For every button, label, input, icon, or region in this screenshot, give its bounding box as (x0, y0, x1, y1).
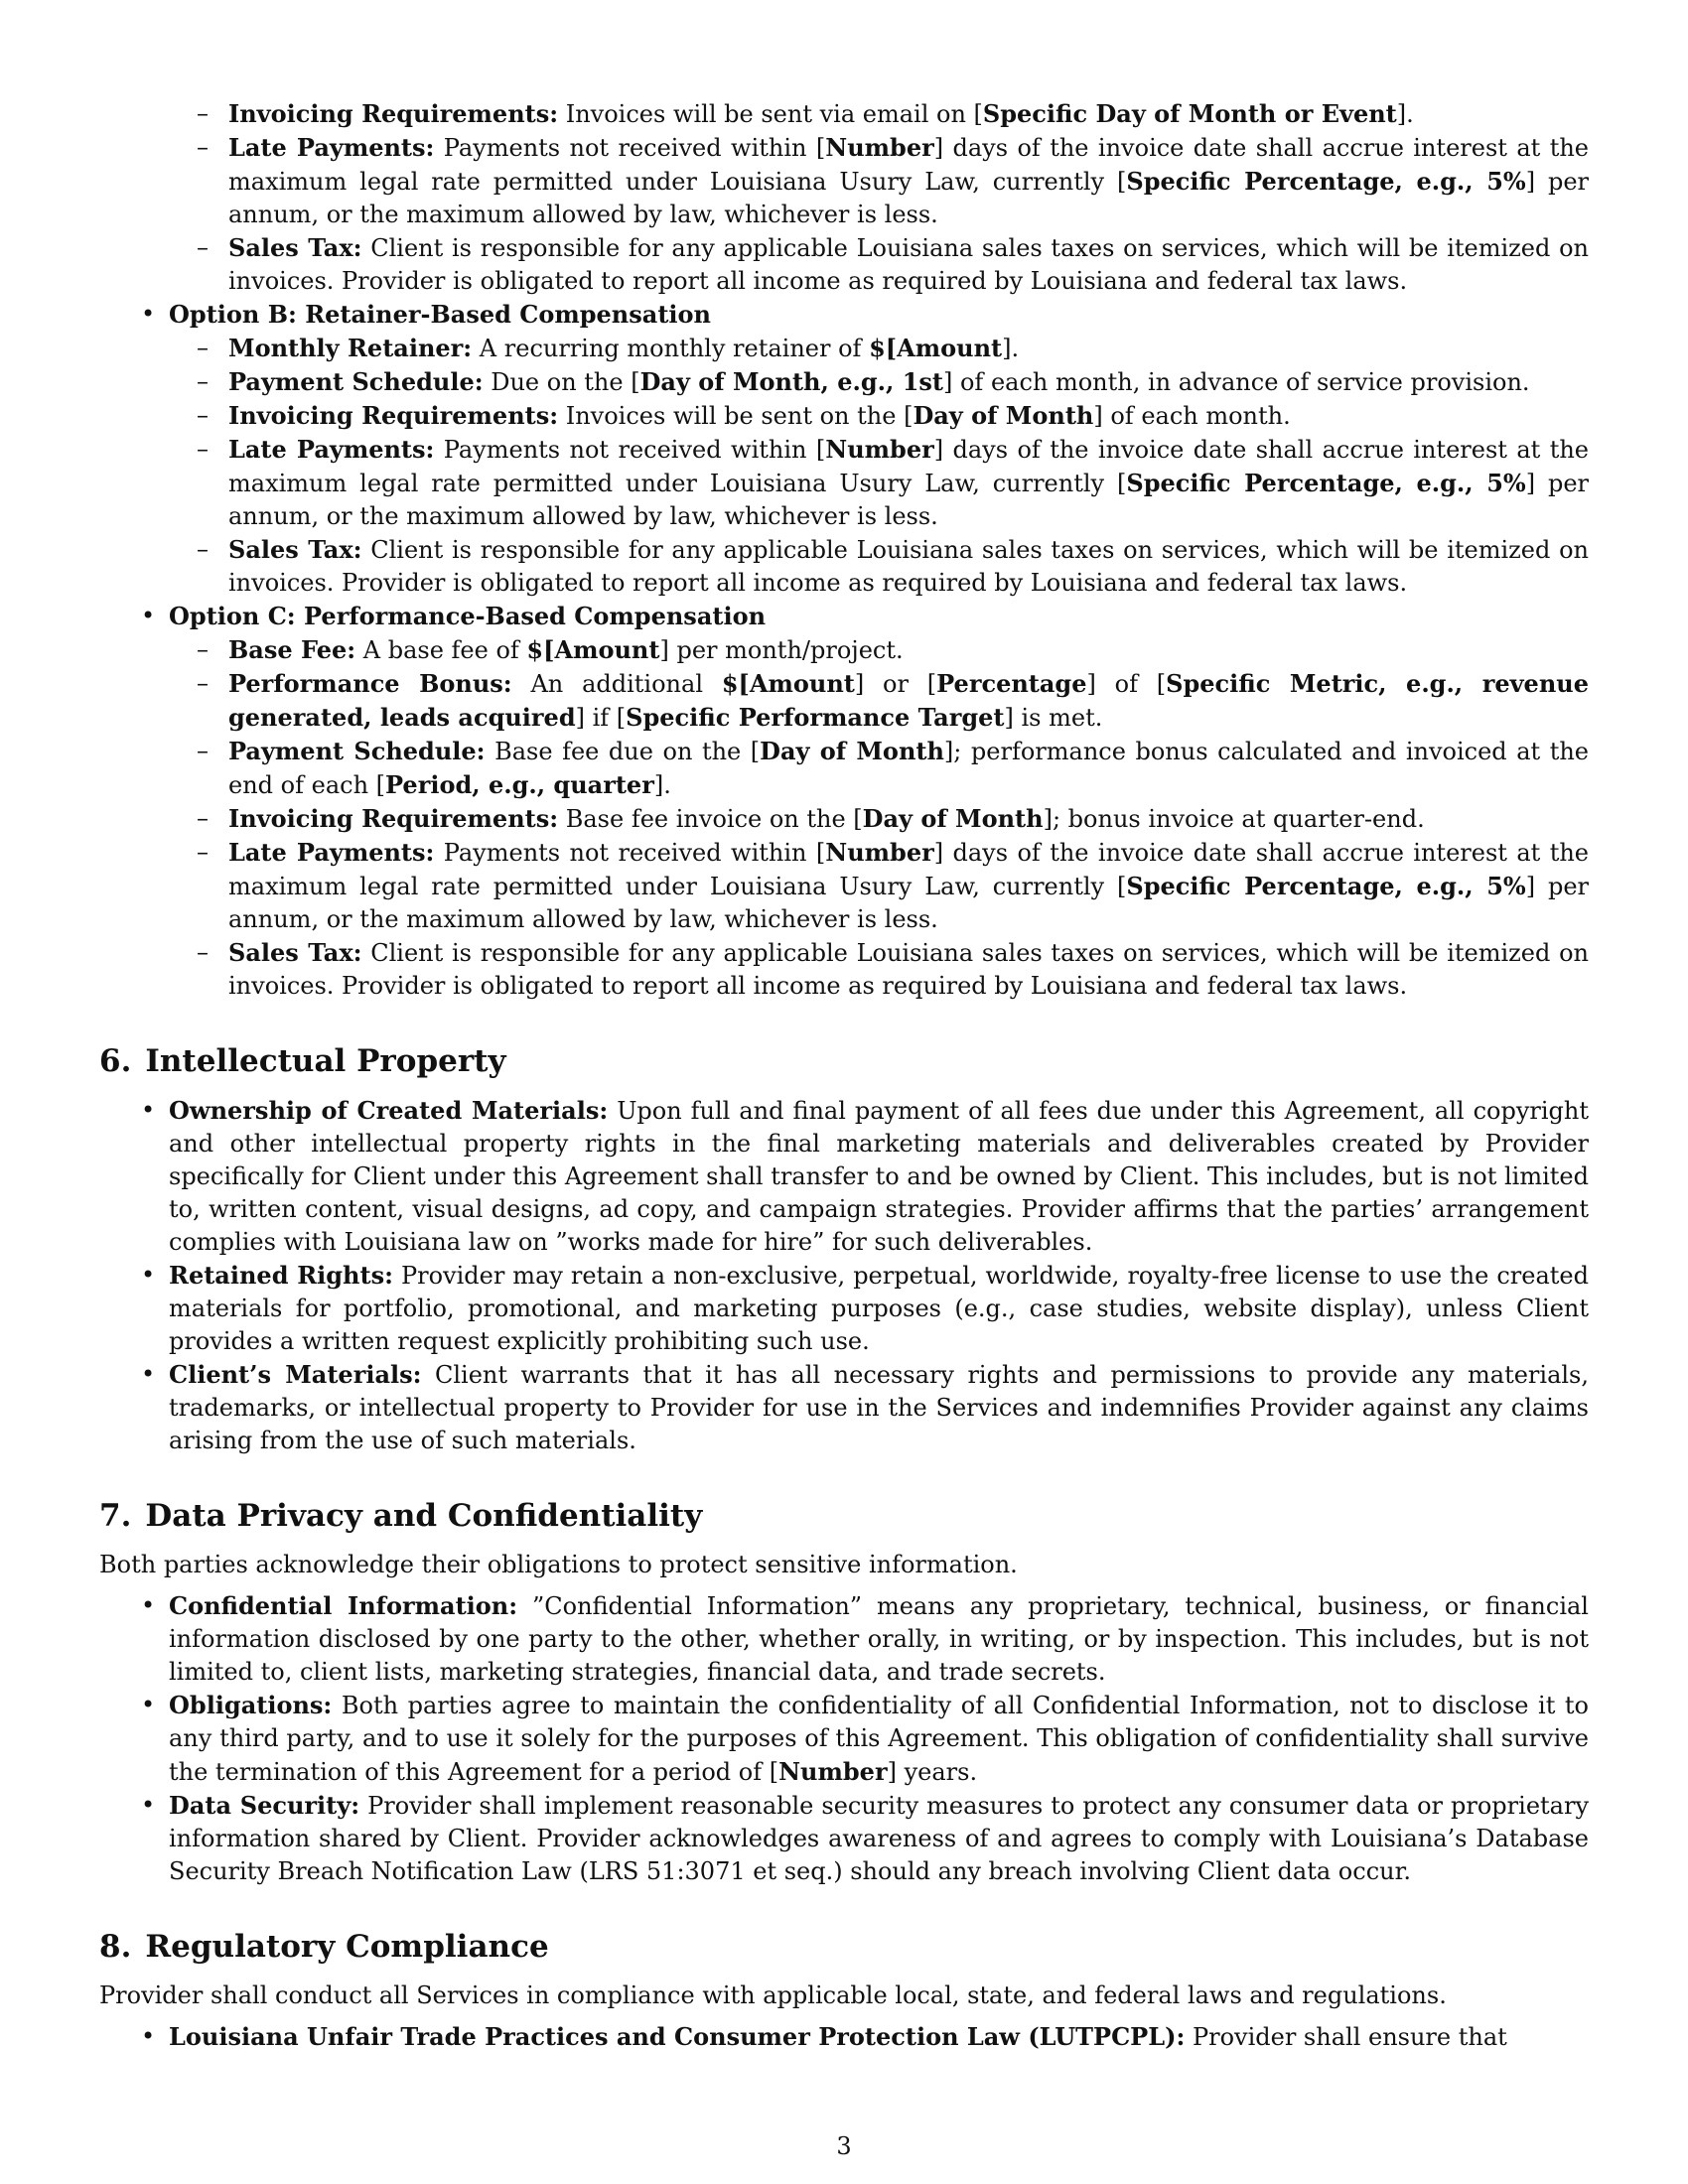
list-item: – Monthly Retainer: A recurring monthly retainer of $[Amount]. (228, 332, 1589, 365)
compensation-options-list (99, 298, 1589, 1003)
list-item: • Client’s Materials: Client warrants that it has all necessary rights and permissions to provide any materials, trademarks, or intellectual property to Provider for use in the Services and indemnifies Provider against any claims arising from the use of such materials. (169, 1358, 1589, 1457)
option-b-title: Option B: Retainer-Based Compensation (169, 300, 711, 329)
page-number: 3 (836, 2132, 852, 2160)
list-item: – Sales Tax: Client is responsible for any applicable Louisiana sales taxes on services, which will be itemized on invoices. Provider is obligated to report all income as required by Louisiana and federal tax laws. (228, 231, 1589, 298)
list-item: – Sales Tax: Client is responsible for any applicable Louisiana sales taxes on services, which will be itemized on invoices. Provider is obligated to report all income as required by Louisiana and federal tax laws. (228, 936, 1589, 1003)
list-item: – Payment Schedule: Base fee due on the [Day of Month]; performance bonus calculated and invoiced at the end of each [Period, e.g., quarter]. (228, 735, 1589, 802)
option-b (169, 298, 1589, 600)
list-item: – Performance Bonus: An additional $[Amount] or [Percentage] of [Specific Metric, e.g., revenue generated, leads acquired] if [Specific Performance Target] is met. (228, 667, 1589, 735)
list-item: • Data Security: Provider shall implement reasonable security measures to protect any consumer data or proprietary information shared by Client. Provider acknowledges awareness of and agrees to comply with Louisiana’s Database Security Breach Notification Law (LRS 51:3071 et seq.) should any breach involving Client data occur. (169, 1789, 1589, 1888)
list-item: – Payment Schedule: Due on the [Day of Month, e.g., 1st] of each month, in advance of service provision. (228, 365, 1589, 399)
list-item: – Invoicing Requirements: Invoices will be sent on the [Day of Month] of each month. (228, 399, 1589, 433)
section-7-heading: 7. Data Privacy and Confidentiality (99, 1498, 703, 1534)
list-item: – Sales Tax: Client is responsible for any applicable Louisiana sales taxes on services, which will be itemized on invoices. Provider is obligated to report all income as required by Louisiana and federal tax laws. (228, 533, 1589, 600)
list-item: – Late Payments: Payments not received within [Number] days of the invoice date shall accrue interest at the maximum legal rate permitted under Louisiana Usury Law, currently [Specific Percentage, e.g., 5%] per annum, or the maximum allowed by law, whichever is less. (228, 131, 1589, 231)
document-page (99, 97, 1589, 2054)
list-item: • Retained Rights: Provider may retain a non-exclusive, perpetual, worldwide, royalty-free license to use the created materials for portfolio, promotional, and marketing purposes (e.g., case studies, website display), unless Client provides a written request explicitly prohibiting such use. (169, 1259, 1589, 1358)
section-6-heading: 6. Intellectual Property (99, 1043, 506, 1079)
section-6-list (99, 1094, 1589, 1457)
section-8-intro: Provider shall conduct all Services in compliance with applicable local, state, and federal laws and regulations. (99, 1981, 1447, 2009)
list-item: – Base Fee: A base fee of $[Amount] per month/project. (228, 633, 1589, 667)
list-item: • Confidential Information: ”Confidential Information” means any proprietary, technical, business, or financial information disclosed by one party to the other, whether orally, in writing, or by inspection. This includes, but is not limited to, client lists, marketing strategies, financial data, and trade secrets. (169, 1589, 1589, 1689)
list-item: – Invoicing Requirements: Base fee invoice on the [Day of Month]; bonus invoice at quarter-end. (228, 802, 1589, 836)
list-item: • Ownership of Created Materials: Upon full and final payment of all fees due under this Agreement, all copyright and other intellectual property rights in the final marketing materials and deliverables created by Provider specifically for Client under this Agreement shall transfer to and be owned by Client. This includes, but is not limited to, written content, visual designs, ad copy, and campaign strategies. Provider affirms that the parties’ arrangement complies with Louisiana law on ”works made for hire” for such deliverables. (169, 1094, 1589, 1259)
list-item: • Obligations: Both parties agree to maintain the confidentiality of all Confidential Information, not to disclose it to any third party, and to use it solely for the purposes of this Agreement. This obligation of confidentiality shall survive the termination of this Agreement for a period of [Number] years. (169, 1689, 1589, 1789)
section-7-intro: Both parties acknowledge their obligations to protect sensitive information. (99, 1551, 1018, 1578)
option-c-title: Option C: Performance-Based Compensation (169, 602, 767, 630)
section-8-list (99, 2020, 1589, 2054)
option-a-continued-list (99, 97, 1589, 298)
list-item: – Late Payments: Payments not received within [Number] days of the invoice date shall accrue interest at the maximum legal rate permitted under Louisiana Usury Law, currently [Specific Percentage, e.g., 5%] per annum, or the maximum allowed by law, whichever is less. (228, 433, 1589, 533)
option-c (169, 600, 1589, 1003)
section-7-list (99, 1589, 1589, 1888)
list-item: – Invoicing Requirements: Invoices will be sent via email on [Specific Day of Month or Event]. (228, 97, 1589, 131)
list-item: – Late Payments: Payments not received within [Number] days of the invoice date shall accrue interest at the maximum legal rate permitted under Louisiana Usury Law, currently [Specific Percentage, e.g., 5%] per annum, or the maximum allowed by law, whichever is less. (228, 836, 1589, 936)
list-item: • Louisiana Unfair Trade Practices and Consumer Protection Law (LUTPCPL): Provider shall ensure that (169, 2020, 1589, 2054)
section-8-heading: 8. Regulatory Compliance (99, 1929, 549, 1965)
